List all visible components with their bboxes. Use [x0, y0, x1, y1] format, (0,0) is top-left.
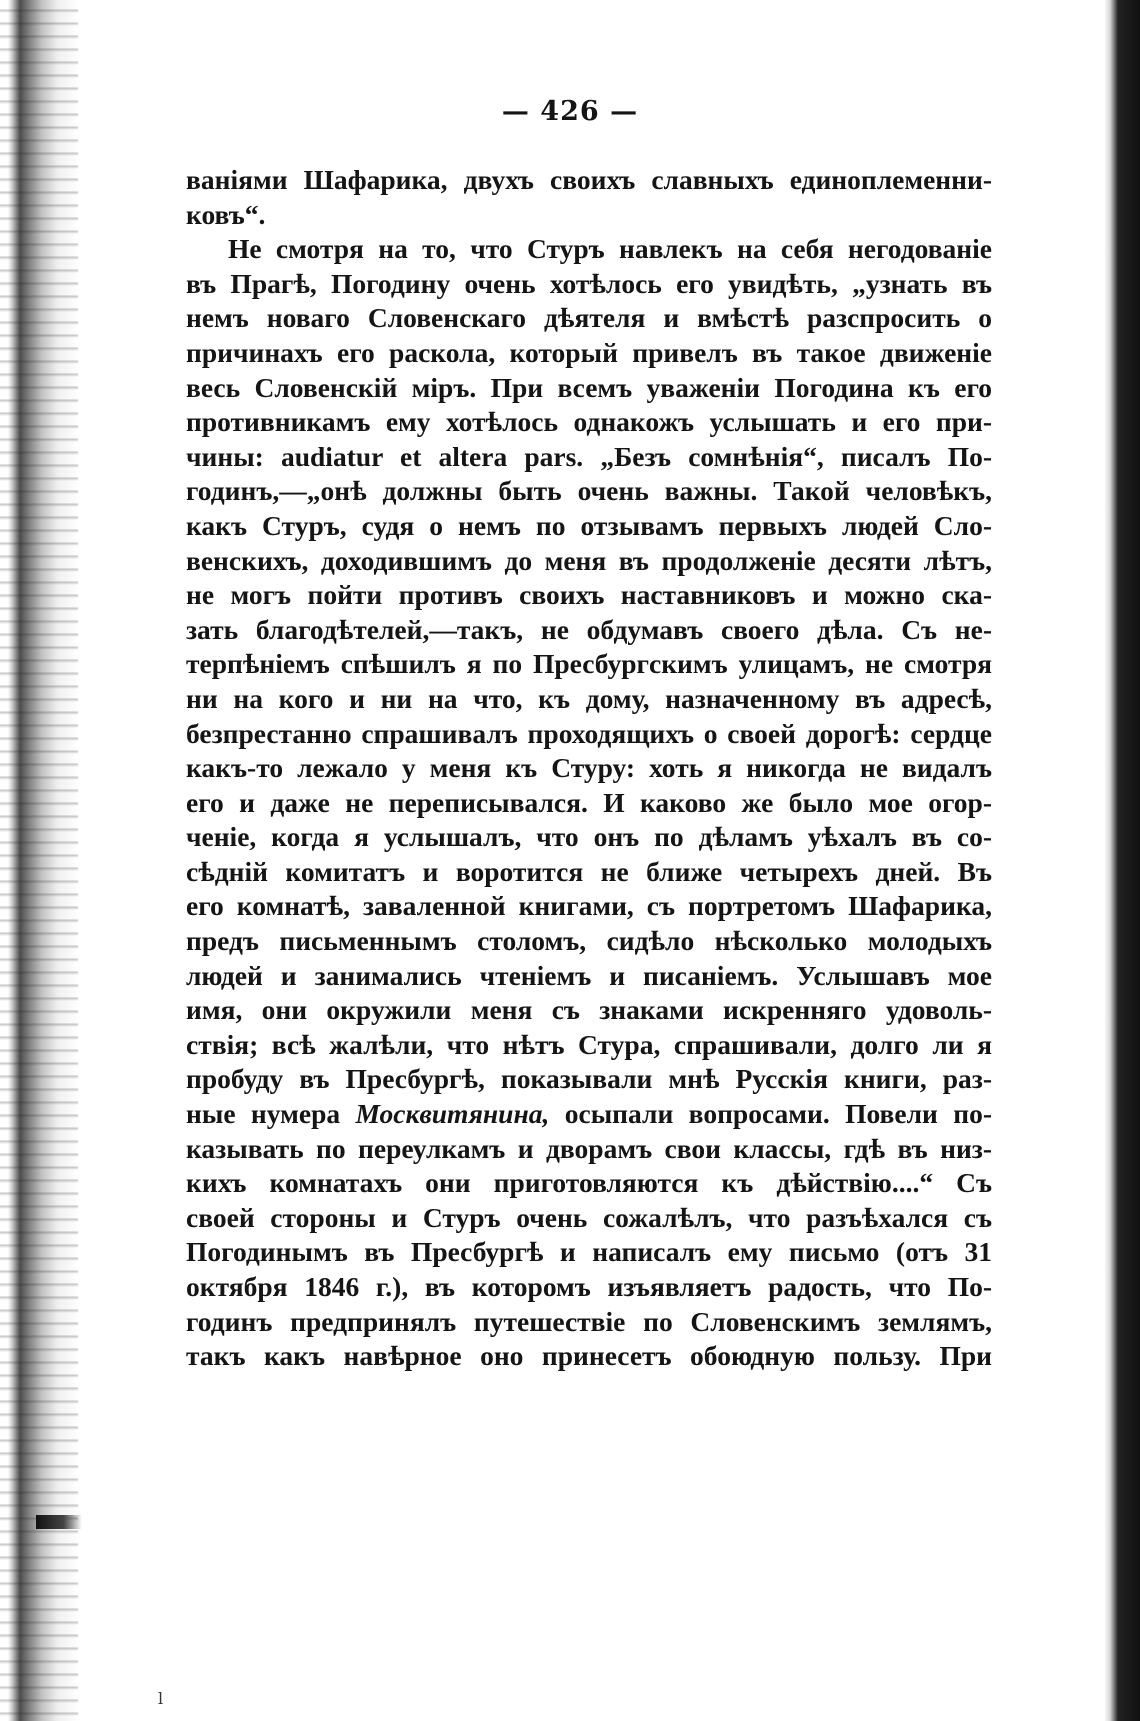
text-line: имя, они окружили меня съ знаками искренняго удоволь-	[186, 994, 992, 1026]
text-line: своей стороны и Стуръ очень сожалѣлъ, что разъѣхался съ	[186, 1201, 992, 1233]
text-line: ствія; всѣ жалѣли, что нѣтъ Стура, спрашивали, долго ли я	[186, 1028, 992, 1060]
text-line: ченіе, когда я услышалъ, что онъ по дѣламъ уѣхалъ въ со-	[186, 821, 992, 853]
text-line-with-italic	[186, 1097, 992, 1132]
text-line: какъ-то лежало у меня къ Стуру: хоть я никогда не видалъ	[186, 752, 992, 784]
text-line: зать благодѣтелей,—такъ, не обдумавъ своего дѣла. Съ не-	[186, 613, 992, 645]
text-line: октября 1846 г.), въ которомъ изъявляетъ радость, что По-	[186, 1271, 992, 1302]
italic-title-moskvityanin: Москвитянина,	[355, 1098, 550, 1130]
text-line: сѣдній комитатъ и воротится не ближе четырехъ дней. Въ	[186, 855, 992, 887]
text-line: немъ новаго Словенскаго дѣятеля и вмѣстѣ разспросить о	[186, 302, 992, 334]
text-line: ваніями Шафарика, двухъ своихъ славныхъ единоплеменни-	[186, 164, 992, 195]
text-line: годинъ предпринялъ путешествіе по Словенскимъ землямъ,	[186, 1305, 992, 1337]
text-line: годинъ,—„онѣ должны быть очень важны. Такой человѣкъ,	[186, 475, 992, 507]
text-line: въ Прагѣ, Погодину очень хотѣлось его увидѣть, „узнать въ	[186, 267, 992, 299]
text-line: не могъ пойти противъ своихъ наставниковъ и можно ска-	[186, 579, 992, 611]
right-scan-border	[1104, 0, 1140, 1721]
text-line: венскихъ, доходившимъ до меня въ продолженіе десяти лѣтъ,	[186, 544, 992, 576]
text-line: Погодинымъ въ Пресбургѣ и написалъ ему письмо (отъ 31	[186, 1236, 992, 1268]
text-line: противникамъ ему хотѣлось однакожъ услышать и его при-	[186, 406, 992, 438]
text-line: безпрестанно спрашивалъ проходящихъ о своей дорогѣ: сердце	[186, 717, 992, 749]
text-line: кихъ комнатахъ они приготовляются къ дѣйствію....“ Съ	[186, 1167, 992, 1199]
text-fragment: ные нумера	[186, 1098, 341, 1130]
text-fragment: осыпали вопросами. Повели по-	[564, 1098, 992, 1130]
text-line: такъ какъ навѣрное оно принесетъ обоюдную пользу. При	[186, 1340, 992, 1372]
text-line: терпѣніемъ спѣшилъ я по Пресбургскимъ улицамъ, не смотря	[186, 648, 992, 680]
text-line: ковъ“.	[186, 198, 266, 230]
text-line: причинахъ его раскола, который привелъ въ такое движеніе	[186, 336, 992, 368]
binding-edge-mark	[36, 1515, 82, 1529]
text-line: пробуду въ Пресбургѣ, показывали мнѣ Русскія книги, раз-	[186, 1063, 992, 1095]
text-line: его и даже не переписывался. И каково же было мое огор-	[186, 786, 992, 818]
text-line: ни на кого и ни на что, къ дому, назначенному въ адресѣ,	[186, 682, 992, 714]
text-line: казывать по переулкамъ и дворамъ свои классы, гдѣ въ низ-	[186, 1132, 992, 1164]
text-line: какъ Стуръ, судя о немъ по отзывамъ первыхъ людей Сло-	[186, 509, 992, 541]
text-line: чины: audiatur et altera pars. „Безъ сомнѣнія“, писалъ По-	[186, 440, 992, 472]
page-number: — 426 —	[501, 96, 639, 127]
text-line: людей и занимались чтеніемъ и писаніемъ. Услышавъ мое	[186, 959, 992, 991]
stray-ink-mark: ⅼ	[158, 1689, 164, 1708]
text-line: его комнатѣ, заваленной книгами, съ портретомъ Шафарика,	[186, 890, 992, 922]
text-line: весь Словенскій міръ. При всемъ уваженіи Погодина къ его	[186, 371, 992, 403]
text-line: предъ письменнымъ столомъ, сидѣло нѣсколько молодыхъ	[186, 925, 992, 957]
text-line: Не смотря на то, что Стуръ навлекъ на себя негодованіе	[228, 233, 992, 265]
body-text	[186, 163, 992, 1374]
binding-edge-shadow	[0, 0, 78, 1721]
